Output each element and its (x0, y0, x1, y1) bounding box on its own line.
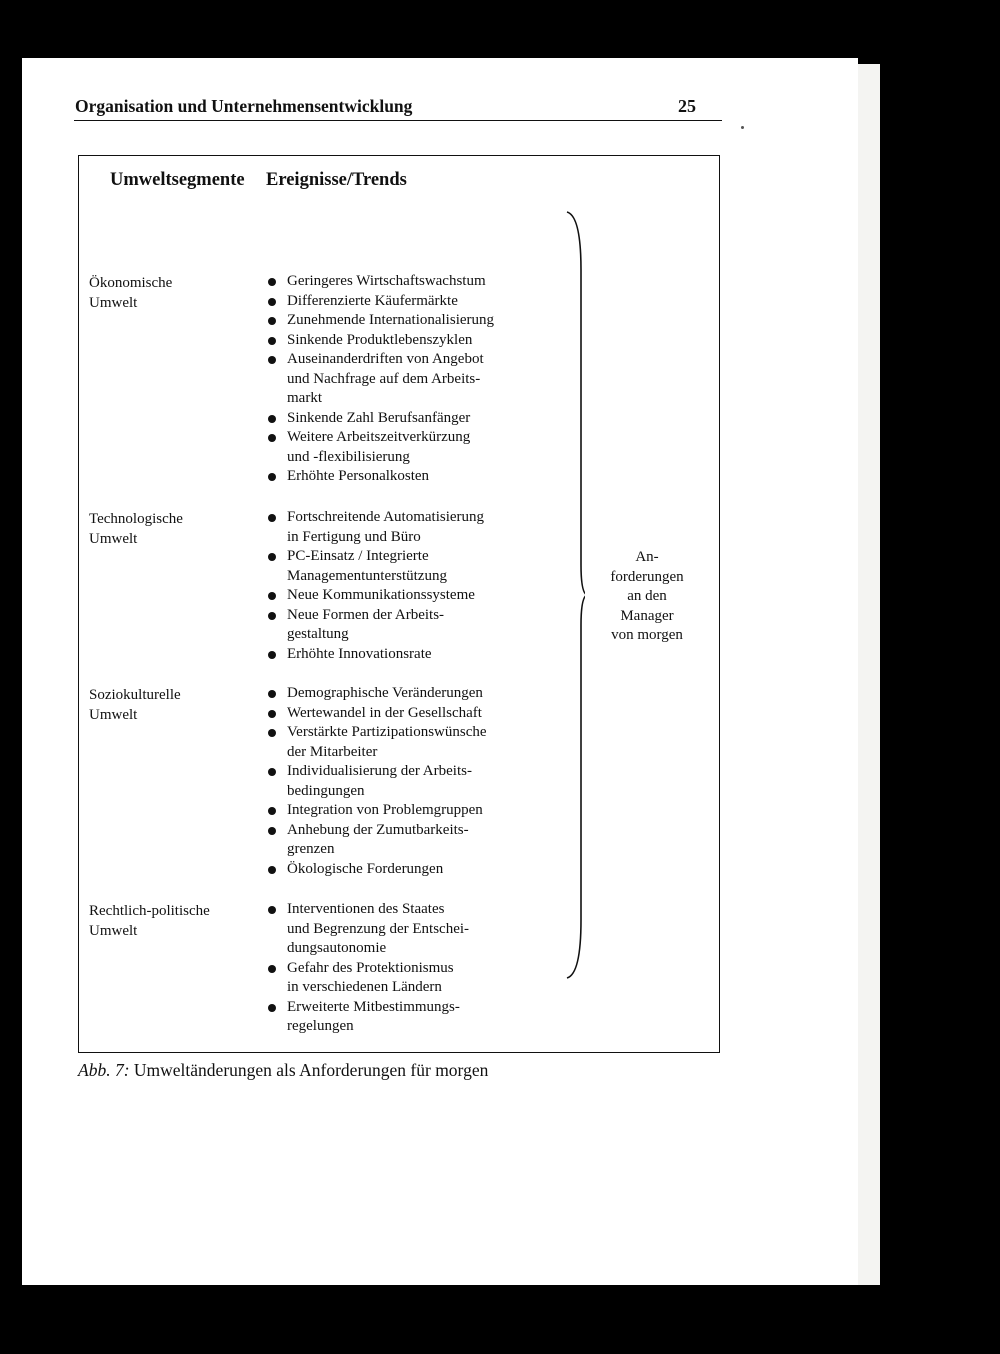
trend-item: Interventionen des Staates und Begrenzung der Entschei- dungsautonomie (262, 900, 562, 959)
segment-label-sociocultural (89, 685, 181, 725)
bullet-icon (268, 592, 276, 600)
column-heading-segments: Umweltsegmente (110, 170, 245, 190)
requirements-label-line: von morgen (611, 627, 683, 643)
trend-item: Individualisierung der Arbeits- bedingungen (262, 762, 562, 801)
bullet-icon (268, 298, 276, 306)
segment-label-economic (89, 273, 172, 313)
bullet-icon (268, 612, 276, 620)
bullet-icon (268, 317, 276, 325)
trend-item: Ökologische Forderungen (262, 860, 562, 880)
segment-label-line: Soziokulturelle (89, 687, 181, 703)
segment-label-line: Umwelt (89, 295, 138, 311)
bullet-icon (268, 827, 276, 835)
bullet-icon (268, 906, 276, 914)
trend-item: Wertewandel in der Gesellschaft (262, 704, 562, 724)
bullet-icon (268, 434, 276, 442)
trend-item: Erhöhte Personalkosten (262, 467, 562, 487)
trend-item: Demographische Veränderungen (262, 684, 562, 704)
segment-items-legal-political (262, 900, 562, 1037)
trend-item: Verstärkte Partizipationswünsche der Mitarbeiter (262, 723, 562, 762)
segment-items-sociocultural (262, 684, 562, 879)
trend-item: PC-Einsatz / Integrierte Managementunterstützung (262, 547, 562, 586)
trend-item: Fortschreitende Automatisierung in Fertigung und Büro (262, 508, 562, 547)
bullet-icon (268, 768, 276, 776)
bullet-icon (268, 553, 276, 561)
segment-label-line: Rechtlich-politische (89, 903, 210, 919)
segment-items-economic (262, 272, 562, 487)
trend-item: Integration von Problemgruppen (262, 801, 562, 821)
bullet-icon (268, 807, 276, 815)
requirements-label (592, 548, 702, 646)
trend-item: Neue Formen der Arbeits- gestaltung (262, 606, 562, 645)
bullet-icon (268, 710, 276, 718)
trend-item: Gefahr des Protektionismus in verschiedenen Ländern (262, 959, 562, 998)
bullet-icon (268, 651, 276, 659)
bullet-icon (268, 866, 276, 874)
segment-label-legal-political (89, 901, 210, 941)
trend-item: Geringeres Wirtschaftswachstum (262, 272, 562, 292)
segment-label-line: Ökonomische (89, 275, 173, 291)
curly-brace (565, 210, 585, 980)
bullet-icon (268, 337, 276, 345)
bullet-icon (268, 356, 276, 364)
requirements-label-line: An- (635, 549, 659, 565)
bullet-icon (268, 1004, 276, 1012)
segment-items-technological (262, 508, 562, 664)
page-edge (858, 64, 880, 1285)
trend-item: Anhebung der Zumutbarkeits- grenzen (262, 821, 562, 860)
column-heading-events: Ereignisse/Trends (266, 170, 407, 190)
bullet-icon (268, 965, 276, 973)
caption-label: Abb. 7: (78, 1060, 130, 1080)
segment-label-line: Technologische (89, 511, 183, 527)
figure-caption (78, 1060, 488, 1081)
trend-item: Auseinanderdriften von Angebot und Nachfrage auf dem Arbeits- markt (262, 350, 562, 409)
bullet-icon (268, 729, 276, 737)
bullet-icon (268, 514, 276, 522)
bullet-icon (268, 473, 276, 481)
segment-label-line: Umwelt (89, 923, 138, 939)
segment-label-line: Umwelt (89, 707, 138, 723)
trend-item: Sinkende Zahl Berufsanfänger (262, 409, 562, 429)
requirements-label-line: forderungen (610, 568, 684, 585)
trend-item: Erhöhte Innovationsrate (262, 645, 562, 665)
trend-item: Differenzierte Käufermärkte (262, 292, 562, 312)
page-number: 25 (678, 96, 696, 116)
requirements-label-line: an den (627, 588, 667, 604)
trend-item: Neue Kommunikationssysteme (262, 586, 562, 606)
print-speck (741, 126, 744, 129)
brace-stroke (567, 212, 585, 978)
trend-item: Zunehmende Internationalisierung (262, 311, 562, 331)
trend-item: Weitere Arbeitszeitverkürzung und -flexibilisierung (262, 428, 562, 467)
running-header-title: Organisation und Unternehmensentwicklung (75, 96, 413, 116)
requirements-label-line: Manager (620, 607, 674, 624)
bullet-icon (268, 415, 276, 423)
caption-text: Umweltänderungen als Anforderungen für morgen (133, 1060, 489, 1080)
trend-item: Erweiterte Mitbestimmungs- regelungen (262, 998, 562, 1037)
trend-item: Sinkende Produktlebenszyklen (262, 331, 562, 351)
header-rule (74, 120, 722, 121)
segment-label-technological (89, 509, 183, 549)
segment-label-line: Umwelt (89, 531, 138, 547)
bullet-icon (268, 278, 276, 286)
bullet-icon (268, 690, 276, 698)
